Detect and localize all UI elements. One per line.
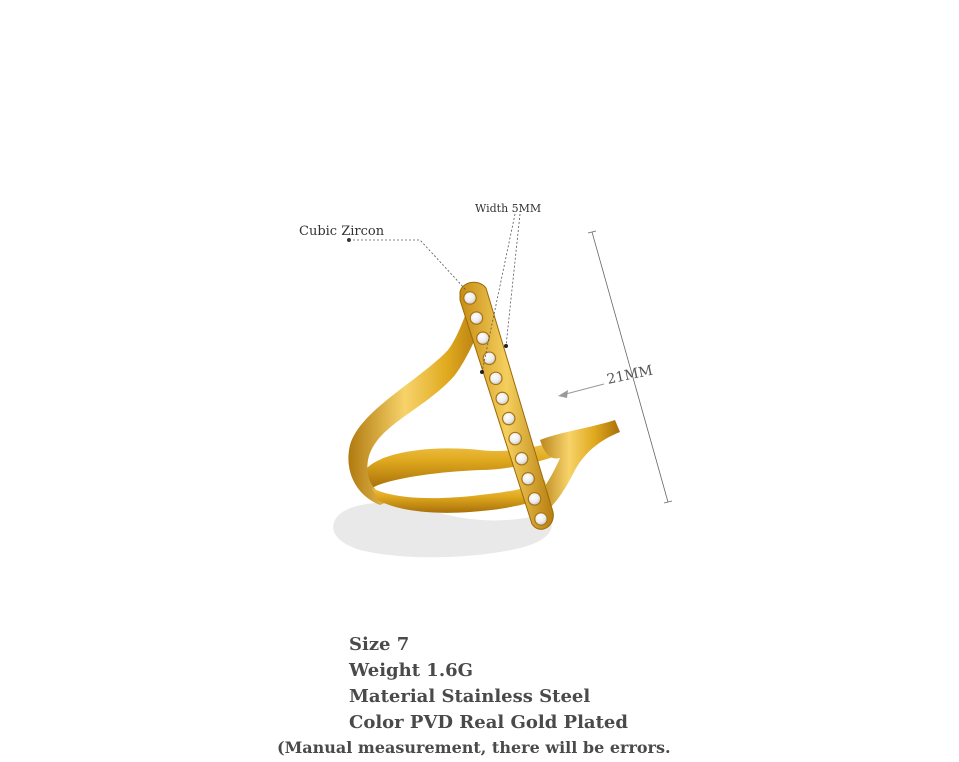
zircon-stone: [490, 372, 502, 384]
width-dot-b: [504, 344, 508, 348]
zircon-stone: [483, 352, 495, 364]
zircon-stone: [528, 493, 540, 505]
zircon-stone: [503, 412, 515, 424]
height-arrow-icon: [558, 390, 568, 398]
zircon-stone: [515, 453, 527, 465]
zircon-stone: [464, 292, 476, 304]
cubic-zircon-leader: [349, 240, 466, 290]
zircon-stone: [477, 332, 489, 344]
cubic-zircon-label: Cubic Zircon: [299, 224, 385, 239]
height-label: 21MM: [605, 362, 655, 388]
measurement-note: (Manual measurement, there will be errors.: [277, 738, 671, 757]
zircon-stone: [522, 473, 534, 485]
height-arrow-line: [562, 384, 604, 395]
width-leader-b: [506, 214, 520, 346]
spec-size: Size 7: [349, 634, 410, 655]
width-label: Width 5MM: [475, 202, 542, 215]
spec-weight: Weight 1.6G: [349, 660, 473, 681]
zircon-stone: [509, 432, 521, 444]
width-dot-a: [480, 370, 484, 374]
spec-list: [349, 632, 628, 736]
zircon-stone: [470, 312, 482, 324]
zircon-stone: [535, 513, 547, 525]
zircon-stone: [496, 392, 508, 404]
spec-color: Color PVD Real Gold Plated: [349, 712, 628, 733]
spec-material: Material Stainless Steel: [349, 686, 591, 707]
